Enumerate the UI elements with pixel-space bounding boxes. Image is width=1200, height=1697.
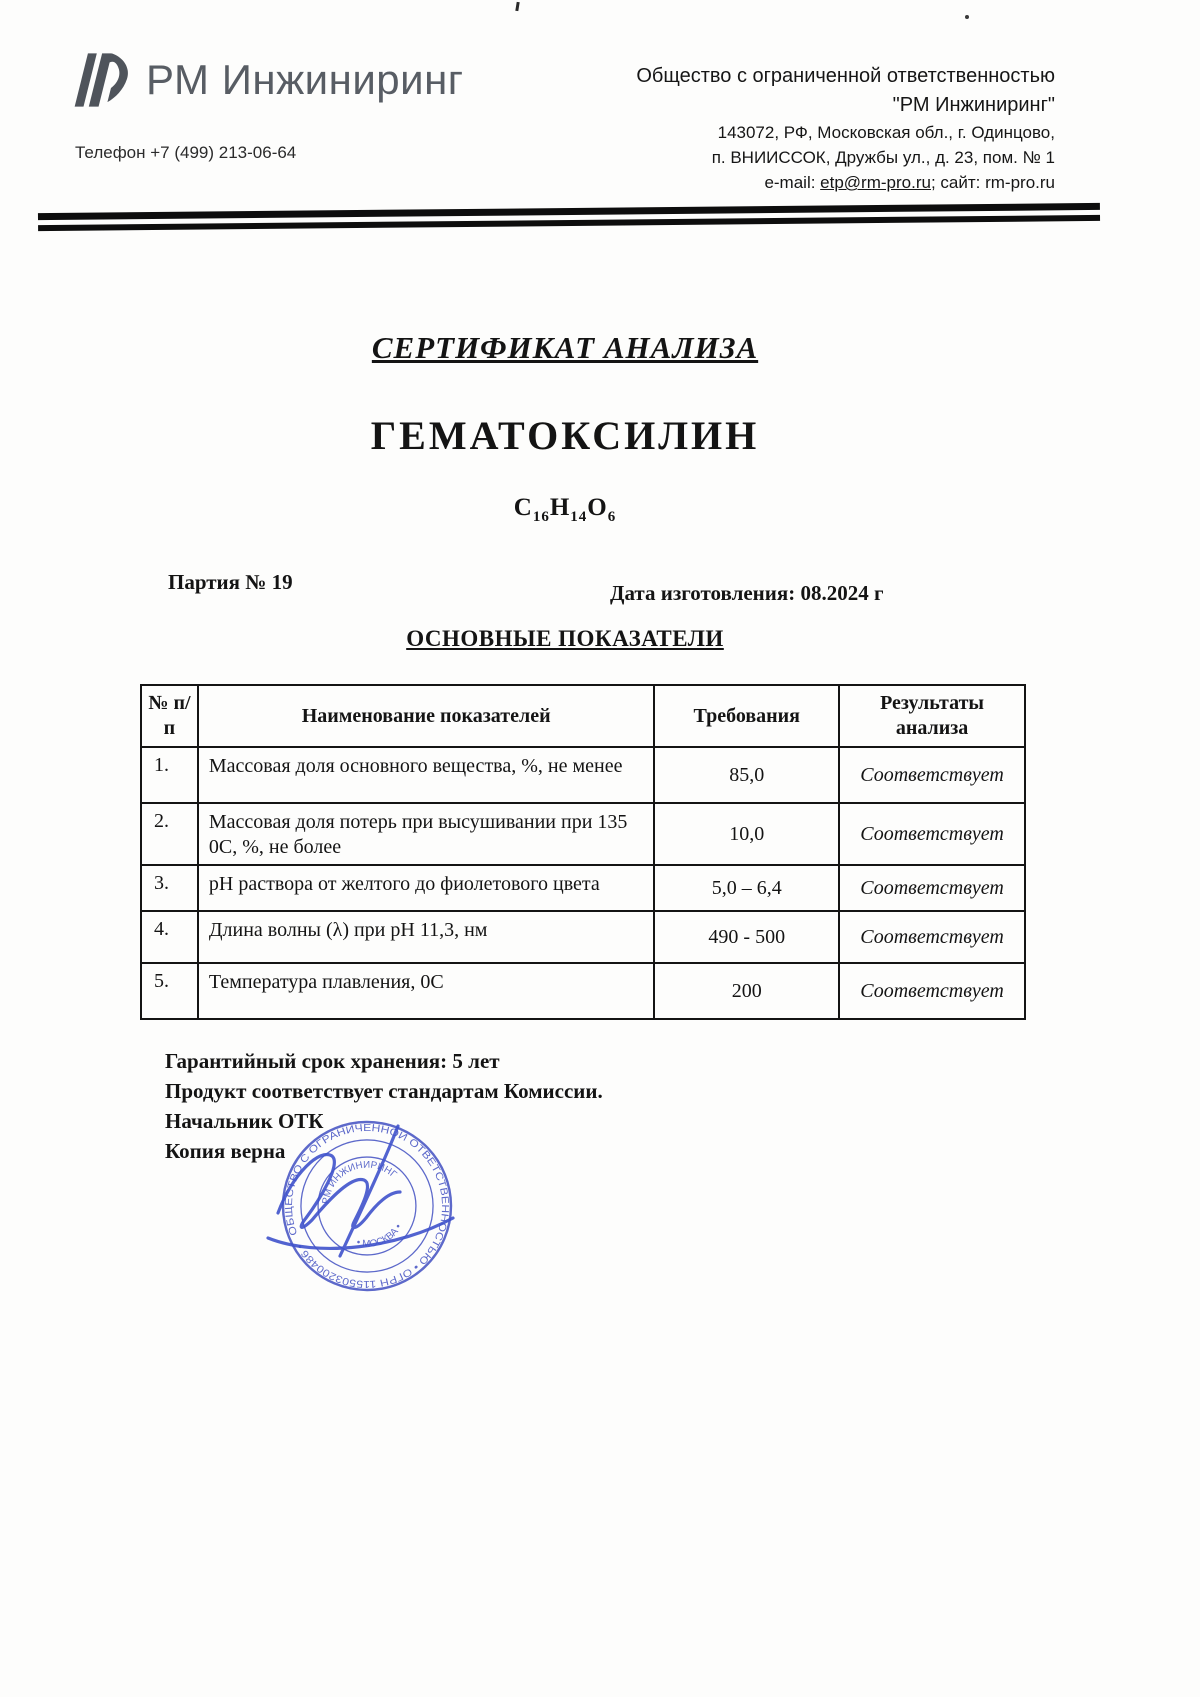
- header-divider: [38, 203, 1100, 231]
- org-name-line2: "РМ Инжиниринг": [892, 94, 1055, 116]
- formula-subscript: 6: [607, 509, 617, 525]
- formula-subscript: 14: [570, 509, 588, 525]
- row-name: рН раствора от желтого до фиолетового цвета: [198, 865, 655, 911]
- stamp-inner-top-text: РМ ИНЖИНИРИНГ: [320, 1159, 399, 1205]
- table-row: [141, 911, 1025, 963]
- section-title: ОСНОВНЫЕ ПОКАЗАТЕЛИ: [406, 626, 724, 651]
- stamp-ring-text: ОБЩЕСТВО С ОГРАНИЧЕННОЙ ОТВЕТСТВЕННОСТЬЮ • ОГРН 115503200486 •: [283, 1122, 451, 1290]
- row-num: 4.: [141, 911, 198, 963]
- company-info: [495, 62, 1055, 195]
- company-phone: Телефон +7 (499) 213-06-64: [75, 143, 297, 162]
- row-num: 5.: [141, 963, 198, 1019]
- company-logo: [72, 50, 464, 110]
- row-num: 1.: [141, 747, 198, 803]
- row-requirement: 490 - 500: [654, 911, 839, 963]
- org-name-line1: Общество с ограниченной ответственностью: [636, 65, 1055, 87]
- batch-number: Партия № 19: [168, 570, 293, 594]
- signature-stroke: [268, 1126, 453, 1256]
- org-address-line1: 143072, РФ, Московская обл., г. Одинцово,: [717, 123, 1055, 142]
- table-row: [141, 865, 1025, 911]
- col-header-req: Требования: [654, 685, 839, 747]
- row-name: Длина волны (λ) при рН 11,3, нм: [198, 911, 655, 963]
- email-label: e-mail:: [764, 173, 821, 192]
- signature: [248, 1118, 488, 1268]
- row-num: 2.: [141, 803, 198, 865]
- analysis-table: [140, 684, 1026, 1020]
- row-name: Массовая доля потерь при высушивании при 135 0С, %, не более: [198, 803, 655, 865]
- formula-element: C: [513, 494, 533, 521]
- col-header-result: Результаты анализа: [839, 685, 1025, 747]
- logo-mark-icon: [72, 50, 134, 110]
- qc-manager-label: Начальник ОТК: [165, 1109, 324, 1133]
- row-result: Соответствует: [839, 865, 1025, 911]
- table-row: [141, 803, 1025, 865]
- row-name: Температура плавления, 0С: [198, 963, 655, 1019]
- row-name: Массовая доля основного вещества, %, не менее: [198, 747, 655, 803]
- col-header-name: Наименование показателей: [198, 685, 655, 747]
- logo-text: РМ Инжиниринг: [146, 56, 464, 103]
- row-result: Соответствует: [839, 963, 1025, 1019]
- table-header-row: [141, 685, 1025, 747]
- row-requirement: 5,0 – 6,4: [654, 865, 839, 911]
- row-num: 3.: [141, 865, 198, 911]
- row-requirement: 200: [654, 963, 839, 1019]
- table-row: [141, 963, 1025, 1019]
- row-result: Соответствует: [839, 911, 1025, 963]
- org-contacts-line: [495, 170, 1055, 195]
- shelf-life-note: Гарантийный срок хранения: 5 лет: [165, 1049, 500, 1073]
- row-requirement: 10,0: [654, 803, 839, 865]
- scan-artifact-dash: [515, 2, 519, 11]
- col-header-num: № п/п: [141, 685, 198, 747]
- row-result: Соответствует: [839, 747, 1025, 803]
- chemical-formula: [0, 494, 1130, 526]
- formula-element: O: [587, 494, 608, 521]
- row-requirement: 85,0: [654, 747, 839, 803]
- product-name: ГЕМАТОКСИЛИН: [370, 413, 760, 458]
- org-address-line2: п. ВНИИССОК, Дружбы ул., д. 23, пом. № 1: [711, 148, 1055, 167]
- formula-subscript: 16: [532, 509, 550, 525]
- email-address: etp@rm-pro.ru: [820, 173, 931, 192]
- formula-element: H: [549, 494, 571, 521]
- site-label: ; сайт: rm-pro.ru: [930, 173, 1055, 192]
- copy-valid-label: Копия верна: [165, 1139, 286, 1163]
- stamp-inner-bottom-text: • МОСКВА •: [355, 1222, 405, 1250]
- document-title: СЕРТИФИКАТ АНАЛИЗА: [371, 330, 759, 365]
- row-result: Соответствует: [839, 803, 1025, 865]
- standards-note: Продукт соответствует стандартам Комиссии.: [165, 1079, 603, 1103]
- production-date: Дата изготовления: 08.2024 г: [610, 581, 884, 605]
- scan-artifact-dot: [965, 15, 969, 19]
- table-row: [141, 747, 1025, 803]
